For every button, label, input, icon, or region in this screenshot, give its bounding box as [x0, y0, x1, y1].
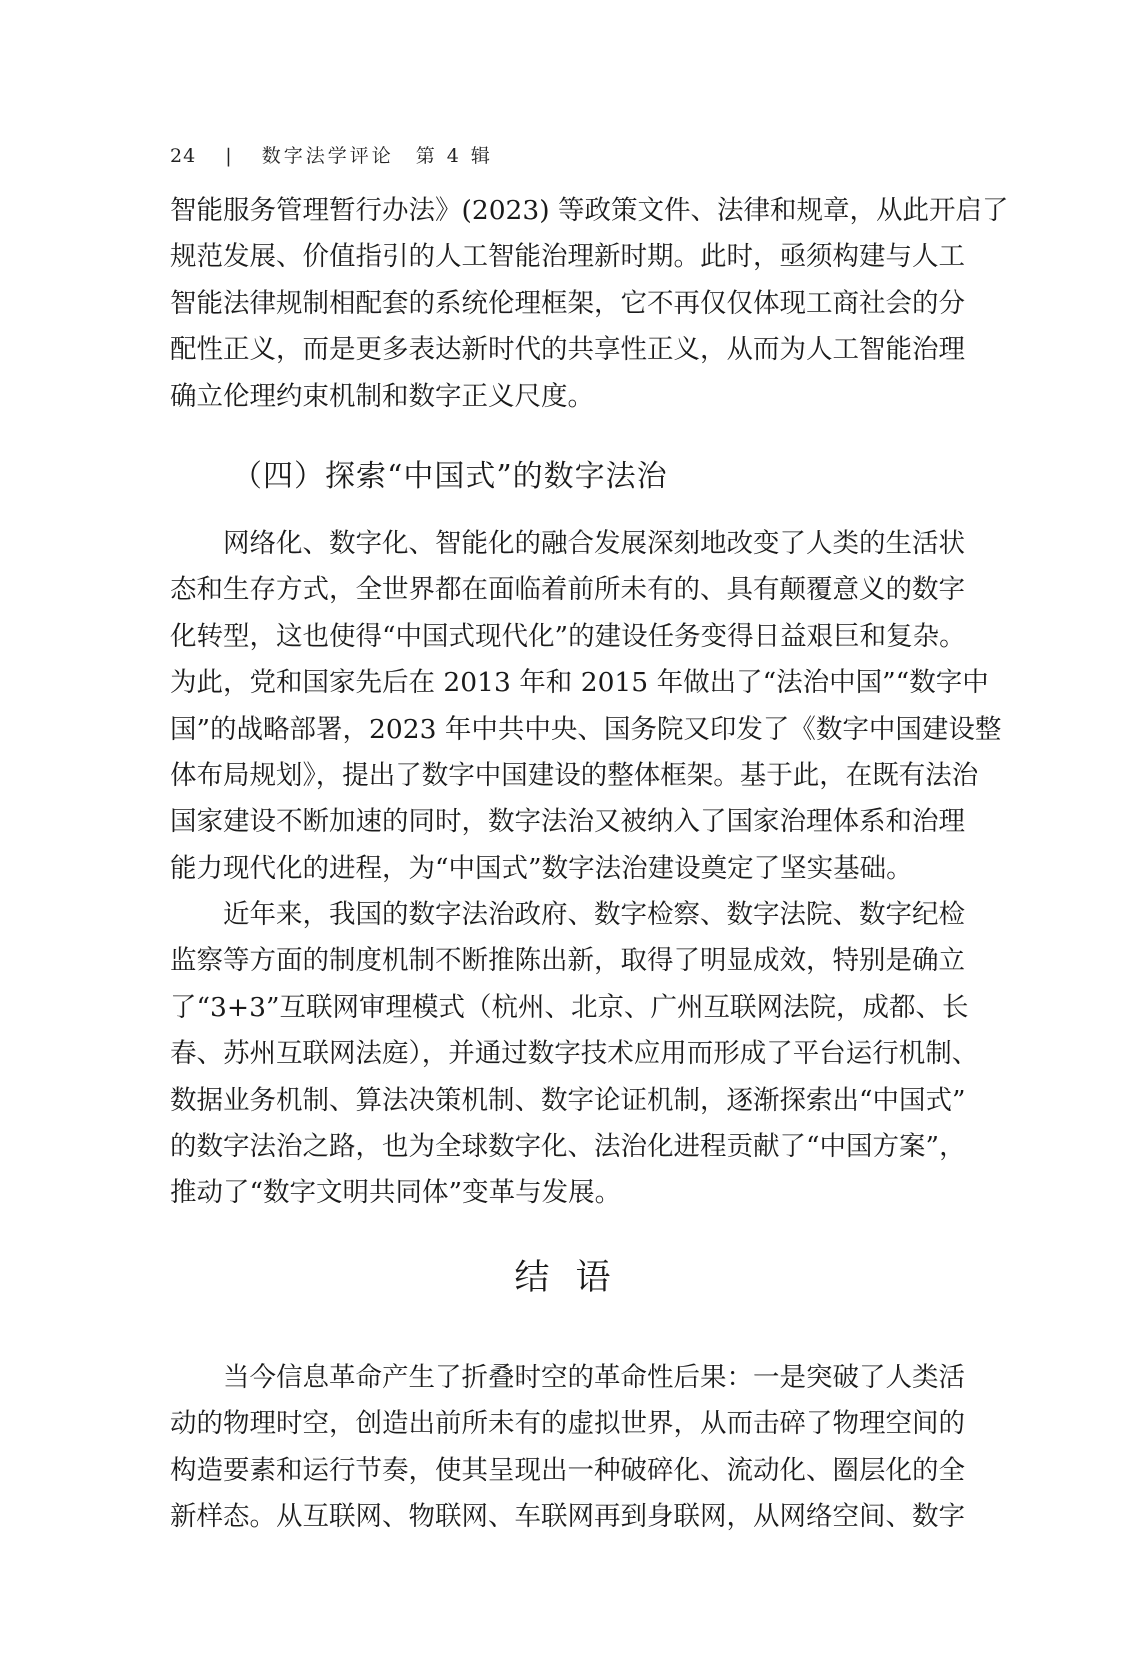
paragraph-line: 规范发展、价值指引的人工智能治理新时期。此时，亟须构建与人工 — [170, 241, 965, 273]
paragraph-line: 为此，党和国家先后在 2013 年和 2015 年做出了“法治中国”“数字中 — [170, 667, 989, 699]
header-separator: | — [225, 145, 233, 167]
paragraph-line: 态和生存方式，全世界都在面临着前所未有的、具有颠覆意义的数字 — [170, 574, 965, 606]
paragraph-line: 当今信息革命产生了折叠时空的革命性后果：一是突破了人类活 — [223, 1362, 965, 1393]
running-head — [170, 141, 493, 168]
paragraph-line: 国”的战略部署，2023 年中共中央、国务院又印发了《数字中国建设整 — [170, 713, 1002, 745]
book-title: 数字法学评论 第 4 辑 — [261, 145, 493, 167]
paragraph-line: 春、苏州互联网法庭），并通过数字技术应用而形成了平台运行机制、 — [170, 1038, 979, 1070]
paragraph-2 — [170, 521, 1002, 892]
paragraph-line: 智能服务管理暂行办法》(2023) 等政策文件、法律和规章，从此开启了 — [170, 195, 1009, 226]
paragraph-line: 构造要素和运行节奏，使其呈现出一种破碎化、流动化、圈层化的全 — [170, 1454, 965, 1486]
paragraph-line: 近年来，我国的数字法治政府、数字检察、数字法院、数字纪检 — [223, 899, 965, 930]
paragraph-line: 新样态。从互联网、物联网、车联网再到身联网，从网络空间、数字 — [170, 1501, 965, 1533]
paragraph-line: 数据业务机制、算法决策机制、数字论证机制，逐渐探索出“中国式” — [170, 1084, 966, 1116]
paragraph-1 — [170, 188, 1009, 420]
paragraph-line: 化转型，这也使得“中国式现代化”的建设任务变得日益艰巨和复杂。 — [170, 620, 966, 652]
paragraph-line: 配性正义，而是更多表达新时代的共享性正义，从而为人工智能治理 — [170, 334, 965, 366]
section-heading: （四）探索“中国式”的数字法治 — [232, 459, 668, 494]
chapter-heading: 结语 — [514, 1258, 637, 1298]
paragraph-line: 智能法律规制相配套的系统伦理框架，它不再仅仅体现工商社会的分 — [170, 287, 965, 319]
paragraph-line: 动的物理时空，创造出前所未有的虚拟世界，从而击碎了物理空间的 — [170, 1408, 965, 1440]
paragraph-line: 体布局规划》，提出了数字中国建设的整体框架。基于此，在既有法治 — [170, 760, 979, 792]
paragraph-line: 网络化、数字化、智能化的融合发展深刻地改变了人类的生活状 — [223, 528, 965, 559]
paragraph-line: 了“3+3”互联网审理模式（杭州、北京、广州互联网法院，成都、长 — [170, 991, 969, 1023]
paragraph-3 — [170, 892, 979, 1217]
paragraph-line: 监察等方面的制度机制不断推陈出新，取得了明显成效，特别是确立 — [170, 945, 965, 977]
paragraph-line: 国家建设不断加速的同时，数字法治又被纳入了国家治理体系和治理 — [170, 806, 965, 838]
paragraph-4 — [170, 1355, 965, 1541]
paragraph-line: 的数字法治之路，也为全球数字化、法治化进程贡献了“中国方案”， — [170, 1131, 966, 1163]
page-number: 24 — [170, 145, 197, 167]
paragraph-line: 推动了“数字文明共同体”变革与发展。 — [170, 1177, 622, 1209]
paragraph-line: 确立伦理约束机制和数字正义尺度。 — [170, 380, 594, 412]
paragraph-line: 能力现代化的进程，为“中国式”数字法治建设奠定了坚实基础。 — [170, 852, 913, 884]
